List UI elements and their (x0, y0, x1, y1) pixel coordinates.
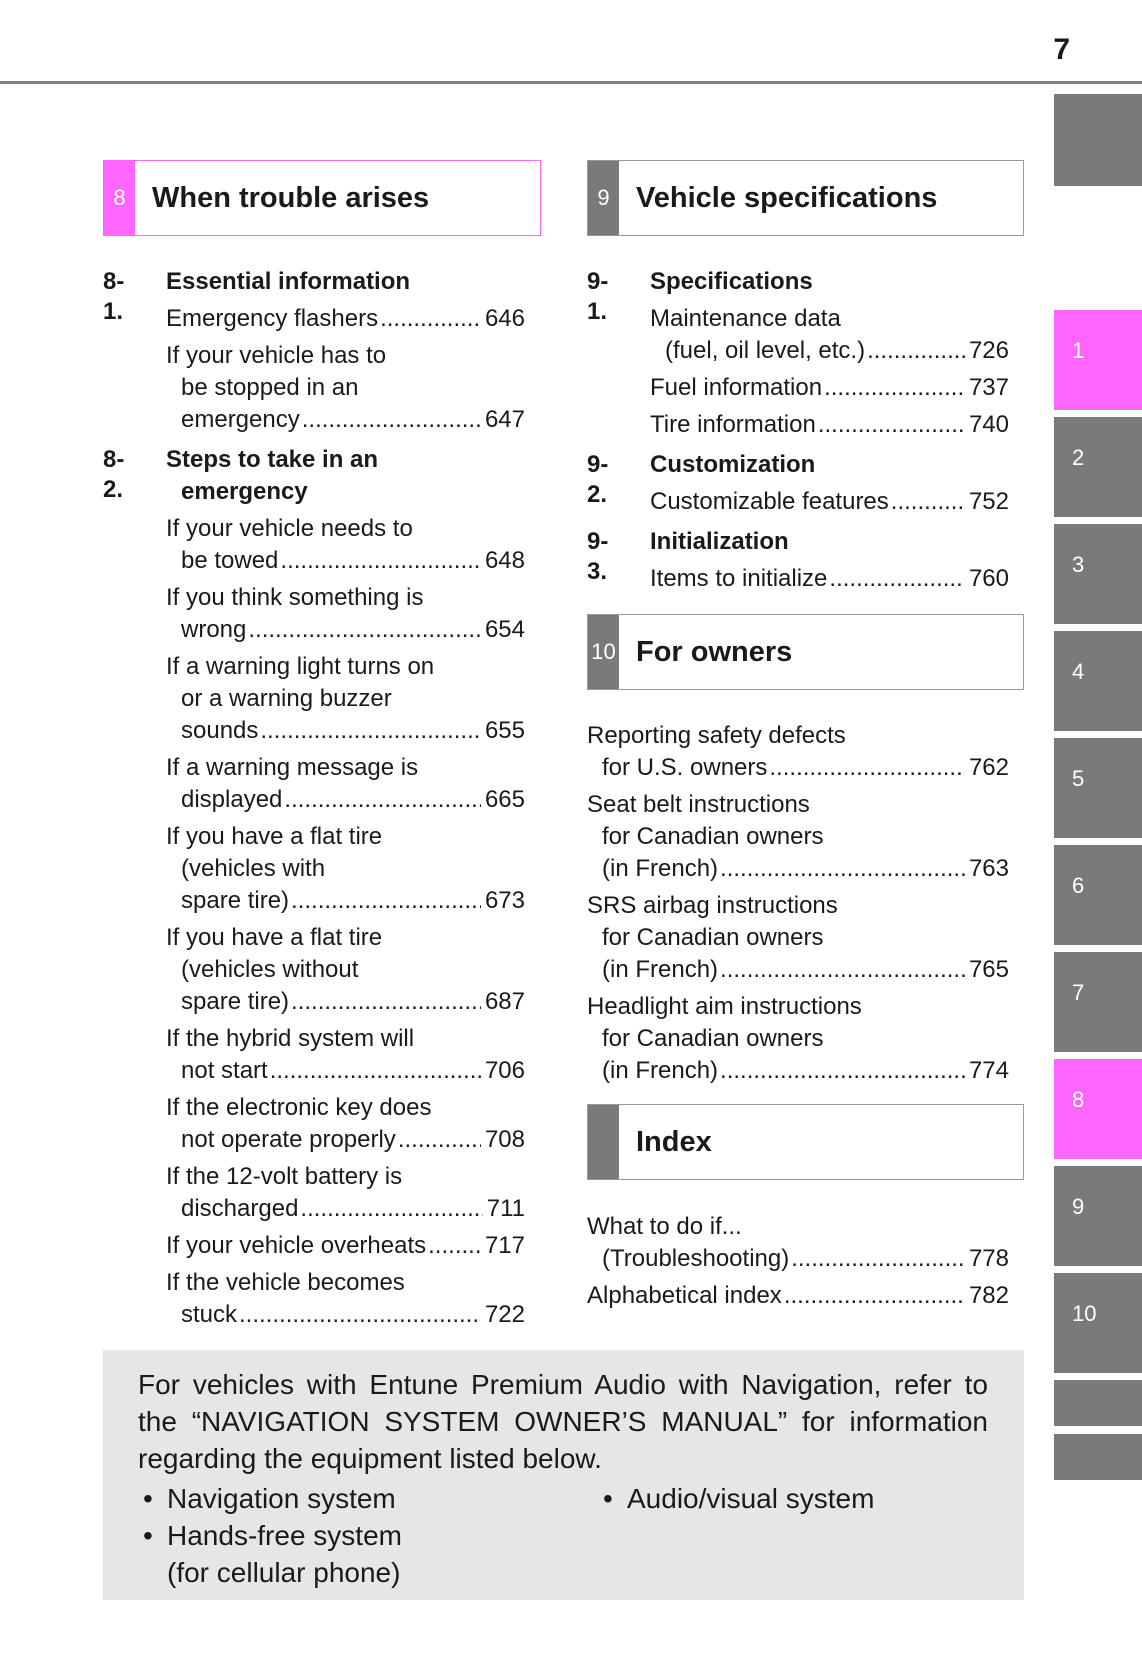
chapter-title: Specifications (650, 268, 813, 295)
toc-entry[interactable]: Tire information ..... 740 (650, 410, 1009, 440)
side-tab-8[interactable]: 8 (1054, 1059, 1142, 1159)
section-8-title: When trouble arises (152, 182, 430, 214)
section-10-number: 10 (588, 615, 619, 689)
toc-entry[interactable]: Items to initialize ..... 760 (650, 564, 1009, 594)
toc-entry-line: If you think something is (166, 584, 424, 611)
section-10-title: For owners (636, 636, 793, 668)
side-tab-9[interactable]: 9 (1054, 1166, 1142, 1266)
side-tab-3[interactable]: 3 (1054, 524, 1142, 624)
toc-entry[interactable]: If your vehicle overheats ..... 717 (166, 1231, 525, 1261)
toc-entry[interactable]: discharged ..... 711 (181, 1194, 525, 1224)
chapter-number: 8-1. (103, 268, 125, 325)
toc-entry[interactable]: (in French) ..... 765 (602, 955, 1009, 985)
side-tab-4[interactable]: 4 (1054, 631, 1142, 731)
toc-entry[interactable]: for U.S. owners ..... 762 (602, 753, 1009, 783)
toc-entry-line: Reporting safety defects (587, 722, 846, 749)
toc-entry[interactable]: (in French) ..... 763 (602, 854, 1009, 884)
chapter-title: Customization (650, 451, 816, 478)
toc-entry[interactable]: Emergency flashers ..... 646 (166, 304, 525, 334)
section-10-header (587, 614, 1024, 690)
toc-entry-line: (vehicles without (181, 956, 359, 983)
index-title: Index (636, 1126, 712, 1158)
toc-entry-line: If the hybrid system will (166, 1025, 415, 1052)
note-text: For vehicles with Entune Premium Audio with Navigation, refer to the “NAVIGATION SYSTEM OWNER’S MANUAL” for information regarding the equipment listed below. (138, 1369, 988, 1474)
toc-entry-line: If your vehicle has to (166, 342, 387, 369)
side-tab-1[interactable]: 1 (1054, 310, 1142, 410)
toc-entry-line: If the 12-volt battery is (166, 1163, 403, 1190)
chapter-title: Steps to take in an (166, 446, 379, 473)
header-rule (0, 81, 1142, 84)
chapter-title: Initialization (650, 528, 789, 555)
toc-entry-line: If a warning message is (166, 754, 419, 781)
toc-entry[interactable]: Alphabetical index ..... 782 (587, 1281, 1009, 1311)
side-tab-blank-2[interactable] (1054, 1434, 1142, 1480)
bullet-item: • Navigation system (143, 1483, 396, 1514)
chapter-number: 9-2. (587, 451, 609, 508)
side-tab-blank-1[interactable] (1054, 1380, 1142, 1426)
side-tab-2[interactable]: 2 (1054, 417, 1142, 517)
toc-entry[interactable]: wrong ..... 654 (181, 615, 525, 645)
toc-entry-line: If you have a flat tire (166, 823, 383, 850)
toc-entry-line: SRS airbag instructions (587, 892, 838, 919)
side-tab-7[interactable]: 7 (1054, 952, 1142, 1052)
side-tab-top (1054, 94, 1142, 186)
section-9-number: 9 (588, 161, 619, 235)
chapter-title: emergency (181, 478, 308, 505)
toc-entry[interactable]: stuck ..... 722 (181, 1300, 525, 1330)
navigation-note-box (103, 1350, 1024, 1600)
index-header (587, 1104, 1024, 1180)
toc-entry[interactable]: displayed ..... 665 (181, 785, 525, 815)
section-9-header (587, 160, 1024, 236)
bullet-item: • Audio/visual system (603, 1483, 875, 1514)
toc-entry-line: If the electronic key does (166, 1094, 432, 1121)
toc-entry-line: If you have a flat tire (166, 924, 383, 951)
toc-entry-line: or a warning buzzer (181, 685, 392, 712)
toc-entry-line: (vehicles with (181, 855, 326, 882)
bullet-item: • Hands-free system (143, 1520, 402, 1551)
toc-entry-line: for Canadian owners (602, 924, 824, 951)
toc-entry[interactable]: sounds ..... 655 (181, 716, 525, 746)
toc-entry[interactable]: not start ..... 706 (181, 1056, 525, 1086)
toc-entry[interactable]: be towed ..... 648 (181, 546, 525, 576)
index-marker (588, 1105, 619, 1179)
toc-entry[interactable]: Customizable features ..... 752 (650, 487, 1009, 517)
toc-entry[interactable]: (fuel, oil level, etc.) ..... 726 (665, 336, 1009, 366)
toc-entry-line: If a warning light turns on (166, 653, 435, 680)
section-8-number: 8 (104, 161, 135, 235)
toc-entry[interactable]: not operate properly ..... 708 (181, 1125, 525, 1155)
toc-entry-line: Maintenance data (650, 305, 841, 332)
toc-entry[interactable]: (Troubleshooting) ..... 778 (602, 1244, 1009, 1274)
toc-entry-line: What to do if... (587, 1213, 742, 1240)
toc-entry[interactable]: Fuel information ..... 737 (650, 373, 1009, 403)
side-tab-5[interactable]: 5 (1054, 738, 1142, 838)
toc-entry-line: Headlight aim instructions (587, 993, 862, 1020)
toc-entry-line: for Canadian owners (602, 1025, 824, 1052)
toc-entry[interactable]: spare tire) ..... 673 (181, 886, 525, 916)
toc-entry-line: be stopped in an (181, 374, 359, 401)
section-8-header (103, 160, 541, 236)
toc-entry[interactable]: emergency ..... 647 (181, 405, 525, 435)
toc-entry[interactable]: (in French) ..... 774 (602, 1056, 1009, 1086)
bullet-item-continuation: (for cellular phone) (167, 1557, 401, 1588)
toc-entry-line: Seat belt instructions (587, 791, 810, 818)
toc-entry-line: If the vehicle becomes (166, 1269, 405, 1296)
page-number: 7 (1053, 33, 1070, 66)
toc-entry-line: for Canadian owners (602, 823, 824, 850)
chapter-title: Essential information (166, 268, 411, 295)
chapter-number: 8-2. (103, 446, 125, 503)
chapter-number: 9-1. (587, 268, 609, 325)
chapter-number: 9-3. (587, 528, 609, 585)
side-tab-6[interactable]: 6 (1054, 845, 1142, 945)
section-9-title: Vehicle specifications (636, 182, 938, 214)
side-tab-10[interactable]: 10 (1054, 1273, 1142, 1373)
toc-entry[interactable]: spare tire) ..... 687 (181, 987, 525, 1017)
toc-entry-line: If your vehicle needs to (166, 515, 413, 542)
